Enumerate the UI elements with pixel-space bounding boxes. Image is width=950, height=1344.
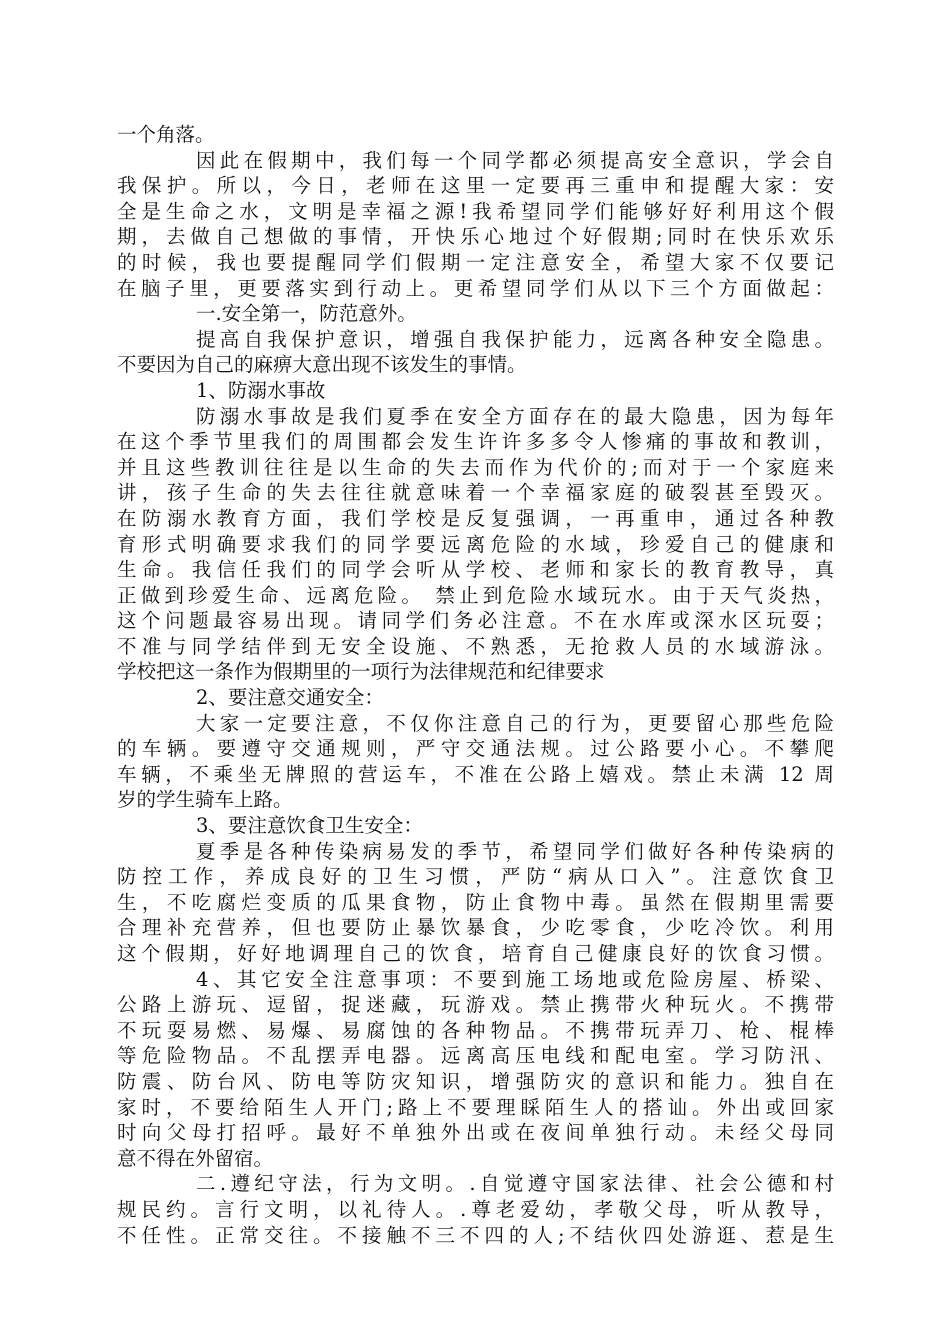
text-line: 学校把这一条作为假期里的一项行为法律规范和纪律要求	[117, 660, 605, 684]
text-line: 等危险物品。不乱摆弄电器。远离高压电线和配电室。学习防汛、	[117, 1044, 834, 1068]
text-line: 防控工作，养成良好的卫生习惯，严防“病从口入”。注意饮食卫	[117, 865, 834, 889]
text-line: 这个假期，好好地调理自己的饮食，培育自己健康良好的饮食习惯。	[117, 942, 834, 965]
text-line: 这个问题最容易出现。请同学们务必注意。不在水库或深水区玩耍；	[117, 609, 834, 633]
text-line: 一个角落。	[117, 123, 215, 146]
text-line: 一.安全第一，防范意外。	[196, 302, 417, 326]
text-line: 4、其它安全注意事项：不要到施工场地或危险房屋、桥梁、	[196, 967, 834, 991]
text-line: 生，不吃腐烂变质的瓜果食物，防止食物中毒。虽然在假期里需要	[117, 890, 834, 914]
text-line: 讲，孩子生命的失去往往就意味着一个幸福家庭的破裂甚至毁灭。	[117, 481, 834, 505]
text-line: 不任性。正常交往。不接触不三不四的人;不结伙四处游逛、惹是生	[117, 1223, 834, 1247]
text-line: 时向父母打招呼。最好不单独外出或在夜间单独行动。未经父母同	[117, 1121, 834, 1145]
text-line: 1、防溺水事故	[196, 378, 326, 402]
text-line: 生命。我信任我们的同学会听从学校、老师和家长的教育教导，真	[117, 558, 834, 582]
text-line: 在这个季节里我们的周围都会发生许许多多令人惨痛的事故和教训，	[117, 430, 834, 454]
text-line: 防震、防台风、防电等防灾知识，增强防灾的意识和能力。独自在	[117, 1069, 834, 1093]
text-line: 提高自我保护意识，增强自我保护能力，远离各种安全隐患。	[196, 327, 834, 351]
text-line: 3、要注意饮食卫生安全：	[196, 814, 423, 838]
text-line: 期，去做自己想做的事情，开快乐心地过个好假期;同时在快乐欢乐	[117, 225, 834, 249]
document-body	[117, 122, 834, 1248]
text-line: 规民约。言行文明，以礼待人。.尊老爱幼，孝敬父母，听从教导，	[117, 1197, 834, 1221]
text-line: 二.遵纪守法，行为文明。.自觉遵守国家法律、社会公德和村	[196, 1172, 834, 1196]
text-line: 不要因为自己的麻痹大意出现不该发生的事情。	[117, 353, 527, 377]
text-line: 2、要注意交通安全：	[196, 686, 384, 710]
text-line: 大家一定要注意，不仅你注意自己的行为，更要留心那些危险	[196, 711, 834, 735]
text-line: 岁的学生骑车上路。	[117, 788, 293, 812]
text-line: 全是生命之水，文明是幸福之源!我希望同学们能够好好利用这个假	[117, 199, 834, 223]
text-line: 公路上游玩、逗留，捉迷藏，玩游戏。禁止携带火种玩火。不携带	[117, 993, 834, 1017]
text-line: 家时，不要给陌生人开门;路上不要理睬陌生人的搭讪。外出或回家	[117, 1095, 834, 1119]
text-line: 不准与同学结伴到无安全设施、不熟悉，无抢救人员的水域游泳。	[117, 634, 834, 658]
text-line: 的车辆。要遵守交通规则，严守交通法规。过公路要小心。不攀爬	[117, 737, 834, 761]
text-line: 夏季是各种传染病易发的季节，希望同学们做好各种传染病的	[196, 839, 834, 863]
text-line: 因此在假期中，我们每一个同学都必须提高安全意识，学会自	[196, 148, 834, 172]
text-line: 车辆，不乘坐无牌照的营运车，不准在公路上嬉戏。禁止未满 12 周	[117, 762, 834, 786]
text-line: 不玩耍易燃、易爆、易腐蚀的各种物品。不携带玩弄刀、枪、棍棒	[117, 1018, 834, 1042]
text-line: 防溺水事故是我们夏季在安全方面存在的最大隐患，因为每年	[196, 404, 834, 428]
text-line: 意不得在外留宿。	[117, 1146, 274, 1170]
text-line: 合理补充营养，但也要防止暴饮暴食，少吃零食，少吃冷饮。利用	[117, 916, 834, 940]
text-line: 在脑子里，更要落实到行动上。更希望同学们从以下三个方面做起：	[117, 276, 834, 300]
text-line: 我保护。所以，今日，老师在这里一定要再三重申和提醒大家：安	[117, 174, 834, 198]
text-line: 正做到珍爱生命、远离危险。 禁止到危险水域玩水。由于天气炎热，	[117, 583, 834, 607]
text-line: 育形式明确要求我们的同学要远离危险的水域，珍爱自己的健康和	[117, 532, 834, 556]
text-line: 在防溺水教育方面，我们学校是反复强调，一再重申，通过各种教	[117, 506, 834, 530]
text-line: 的时候，我也要提醒同学们假期一定注意安全，希望大家不仅要记	[117, 250, 834, 274]
text-line: 并且这些教训往往是以生命的失去而作为代价的;而对于一个家庭来	[117, 455, 834, 479]
